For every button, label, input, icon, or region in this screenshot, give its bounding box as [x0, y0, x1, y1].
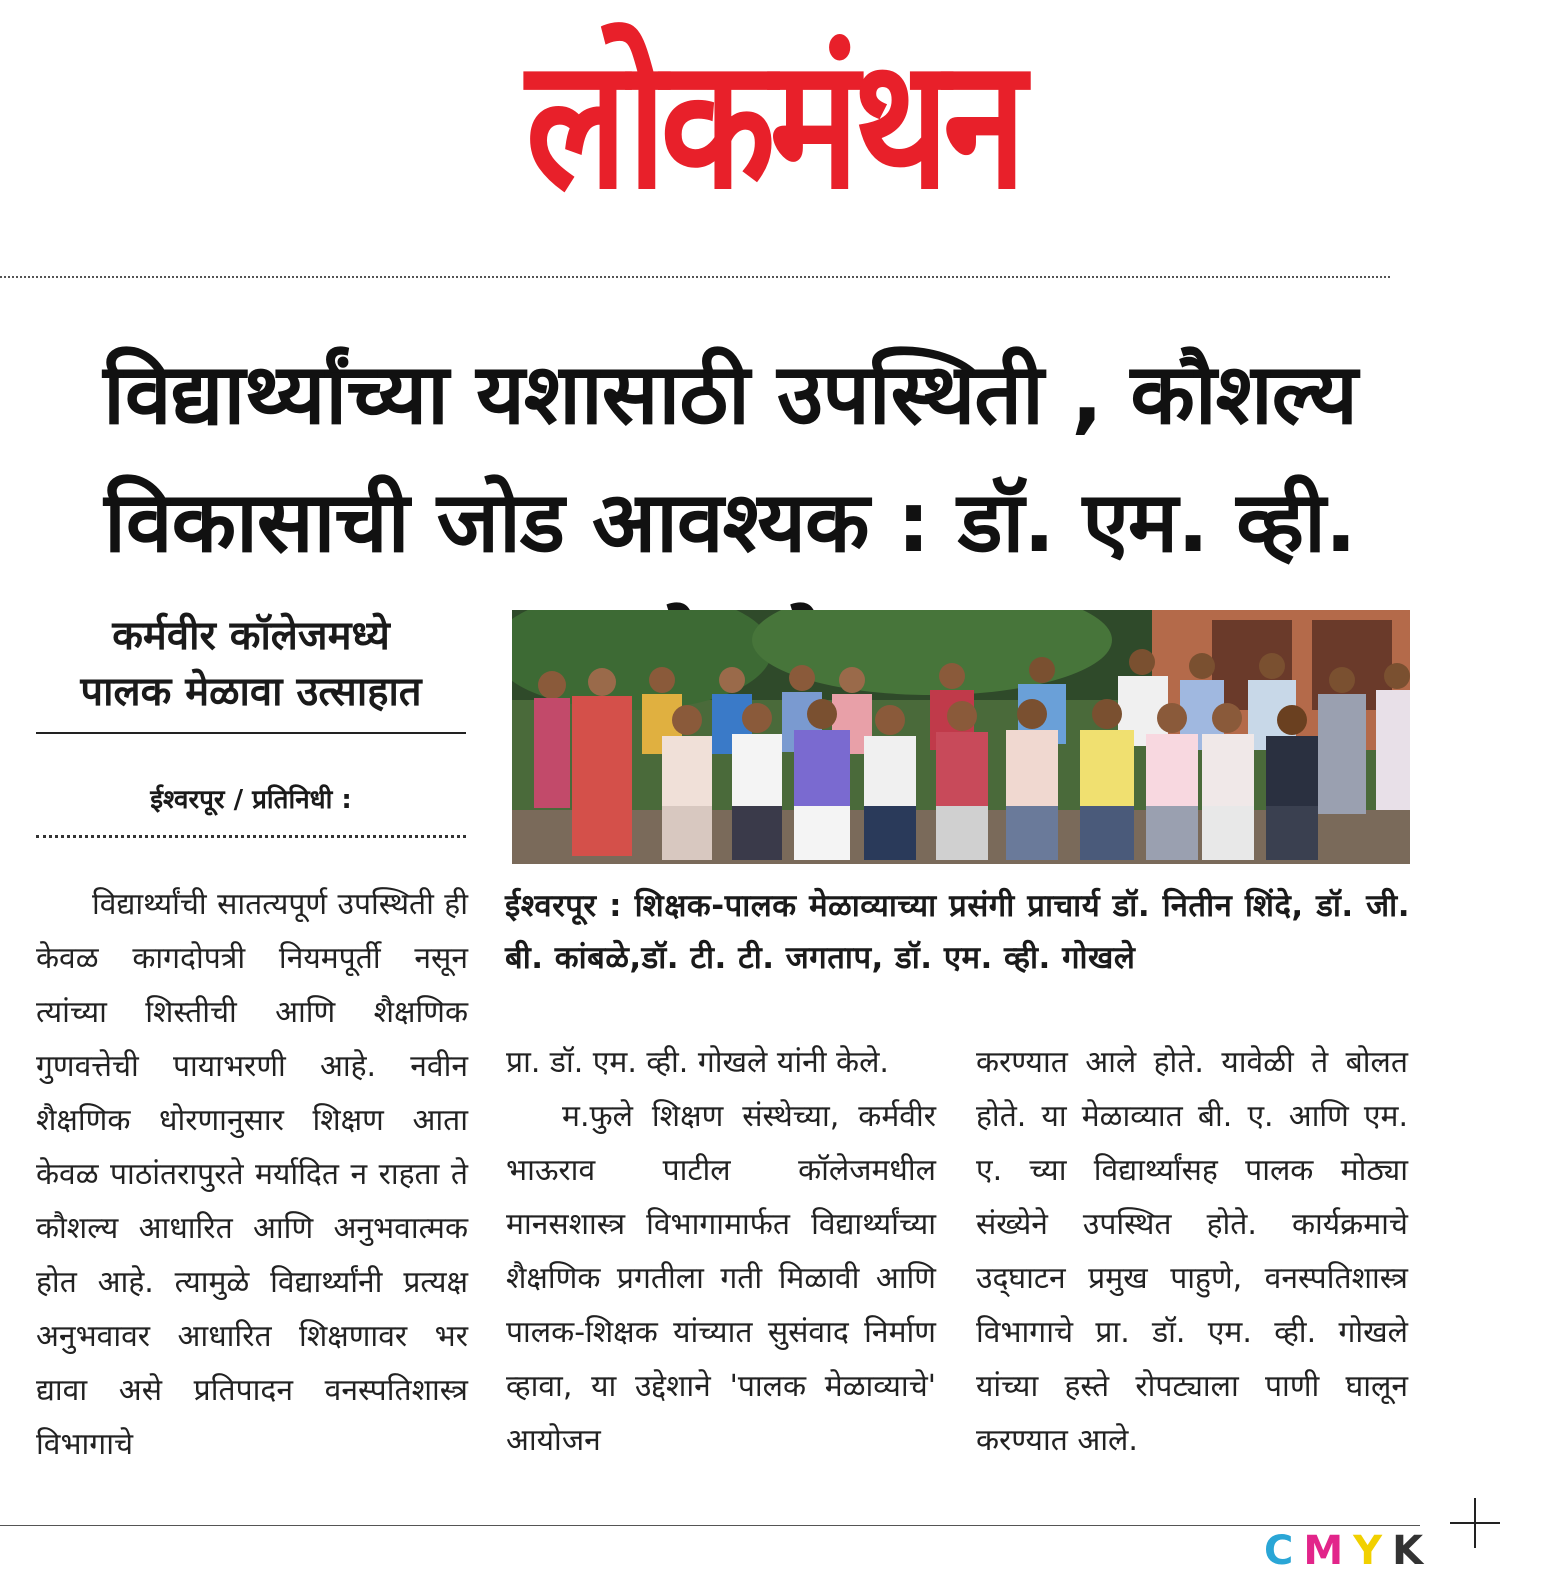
article-paragraph: विद्यार्थ्यांची सातत्यपूर्ण उपस्थिती ही केवळ कागदोपत्री नियमपूर्ती नसून त्यांच्या शिस्तीची आणि शैक्षणिक गुणवत्तेची पायाभरणी आहे. नवीन शैक्षणिक धोरणानुसार शिक्षण आता केवळ पाठांतरापुरते मर्यादित न राहता ते कौशल्य आधारित आणि अनुभवात्मक होत आहे. त्यामुळे विद्यार्थ्यांनी प्रत्यक्ष अनुभवावर आधारित शिक्षणावर भर द्यावा असे प्रतिपादन वनस्पतिशास्त्र विभागाचे — [36, 887, 468, 1462]
article-column-2 — [506, 1036, 936, 1468]
dateline-divider — [36, 835, 466, 838]
masthead-logo: लोकमंथन — [525, 20, 1021, 230]
headline-line-2: विकासाची जोड आवश्यक : डॉ. एम. व्ही. — [104, 473, 1356, 571]
article-column-1 — [36, 878, 468, 1472]
subhead-line-1: कर्मवीर कॉलेजमध्ये — [112, 613, 390, 659]
cmyk-m: M — [1303, 1528, 1354, 1574]
article-paragraph: करण्यात आले होते. यावेळी ते बोलत होते. या मेळाव्यात बी. ए. आणि एम. ए. च्या विद्यार्थ्यांसह पालक मोठ्या संख्येने उपस्थित होते. कार्यक्रमाचे उद्‌घाटन प्रमुख पाहुणे, वनस्पतिशास्त्र विभागाचे प्रा. डॉ. एम. व्ही. गोखले यांच्या हस्ते रोपट्याला पाणी घालून करण्यात आले. — [976, 1045, 1408, 1458]
article-paragraph: म.फुले शिक्षण संस्थेच्या, कर्मवीर भाऊराव पाटील कॉलेजमधील मानसशास्त्र विभागामार्फत विद्यार्थ्यांच्या शैक्षणिक प्रगतीला गती मिळावी आणि पालक-शिक्षक यांच्यात सुसंवाद निर्माण व्हावा, या उद्देशाने 'पालक मेळाव्याचे' आयोजन — [506, 1099, 936, 1458]
newspaper-masthead — [0, 0, 1546, 250]
cmyk-y: Y — [1353, 1528, 1393, 1574]
subhead-line-2: पालक मेळावा उत्साहात — [80, 669, 422, 715]
photo-caption: ईश्वरपूर : शिक्षक-पालक मेळाव्याच्या प्रसंगी प्राचार्य डॉ. नितीन शिंदे, डॉ. जी. बी. कांबळे,डॉ. टी. टी. जगताप, डॉ. एम. व्ही. गोखले — [505, 888, 1410, 976]
subhead-divider — [36, 732, 466, 734]
headline-line-1: विद्यार्थ्यांच्या यशासाठी उपस्थिती , कौशल्य — [103, 345, 1357, 443]
cmyk-c: C — [1264, 1528, 1304, 1574]
cmyk-k: K — [1392, 1528, 1434, 1574]
article-paragraph: प्रा. डॉ. एम. व्ही. गोखले यांनी केले. — [506, 1045, 889, 1080]
group-photo-illustration — [512, 610, 1410, 864]
masthead-divider — [0, 276, 1390, 278]
article-column-3 — [976, 1036, 1408, 1468]
dateline: ईश्वरपूर / प्रतिनिधी : — [150, 785, 352, 815]
registration-mark-icon — [1450, 1498, 1500, 1548]
page-bottom-divider — [0, 1525, 1420, 1526]
cmyk-print-marks — [1264, 1528, 1433, 1574]
article-subheadline — [36, 608, 466, 720]
group-photo — [512, 610, 1410, 864]
